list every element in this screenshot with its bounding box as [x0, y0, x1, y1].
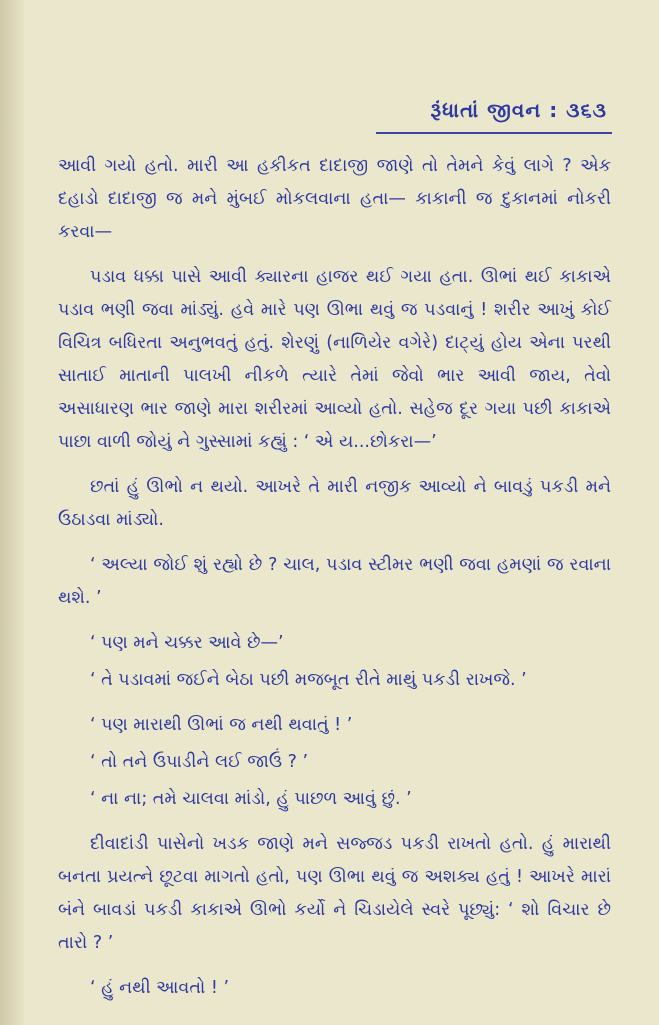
dialogue-1: ‘ અલ્યા જોઈ શું રહ્યો છે ? ચાલ, પડાવ સ્ટીમર ભણી જવા હમણાં જ રવાના થશે. ’: [58, 555, 611, 608]
dialogue-4: ‘ પણ મારાથી ઊભાં જ નથી થવાતું ! ’: [90, 715, 353, 735]
dialogue-3: ‘ તે પડાવમાં જઈને બેઠા પછી મજબૂત રીતે માથું પકડી રાખજે. ’: [90, 670, 527, 690]
dialogue-2: ‘ પણ મને ચક્કર આવે છે—’: [90, 633, 284, 653]
dialogue-6: ‘ ના ના; તમે ચાલવા માંડો, હું પાછળ આવું છું. ’: [90, 789, 412, 809]
dialogue-5: ‘ તો તને ઉપાડીને લઈ જાઉં ? ’: [90, 752, 309, 772]
paragraph-2: પડાવ ધક્કા પાસે આવી ક્યારના હાજર થઈ ગયા હતા. ઊભાં થઈ કાકાએ પડાવ ભણી જવા માંડ્યું. હવે મારે પણ ઊભા થવું જ પડવાનું ! શરીર આખું કોઈ વિચિત્ર બધિરતા અનુભવતું હતું. શેરણું (નાળિયેર વગેરે) દાટ્યું હોય એના પરથી સાતાઈ માતાની પાલખી નીકળે ત્યારે તેમાં જેવો ભાર આવી જાય, તેવો અસાધારણ ભાર જાણે મારા શરીરમાં આવ્યો હતો. સહેજ દૂર ગયા પછી કાકાએ પાછા વાળી જોયું ને ગુસ્સામાં કહ્યું : ‘ એ ય...છોકરા—’: [58, 267, 611, 452]
running-header: રૂંધાતાં જીવન : ૩૬૩: [430, 98, 607, 122]
page-gutter: [0, 0, 24, 1025]
page-body: [58, 150, 611, 1017]
paragraph-3: છતાં હું ઊભો ન થયો. આખરે તે મારી નજીક આવ્યો ને બાવડું પકડી મને ઉઠાડવા માંડ્યો.: [58, 477, 611, 530]
dialogue-7: ‘ હું નથી આવતો ! ’: [90, 978, 230, 998]
header-rule: [376, 132, 612, 134]
paragraph-1: આવી ગયો હતો. મારી આ હકીકત દાદાજી જાણે તો તેમને કેવું લાગે ? એક દહાડો દાદાજી જ મને મુંબઈ મોકલવાના હતા— કાકાની જ દુકાનમાં નોકરી કરવા—: [58, 156, 611, 242]
paragraph-4: દીવાદાંડી પાસેનો ખડક જાણે મને સજ્જડ પકડી રાખતો હતો. હું મારાથી બનતા પ્રયત્ને છૂટવા માગતો હતો, પણ ઊભા થવું જ અશક્ય હતું ! આખરે મારાં બંને બાવડાં પકડી કાકાએ ઊભો કર્યો ને ચિડાયેલે સ્વરે પૂછ્યું: ‘ શો વિચાર છે તારો ? ’: [58, 834, 611, 953]
